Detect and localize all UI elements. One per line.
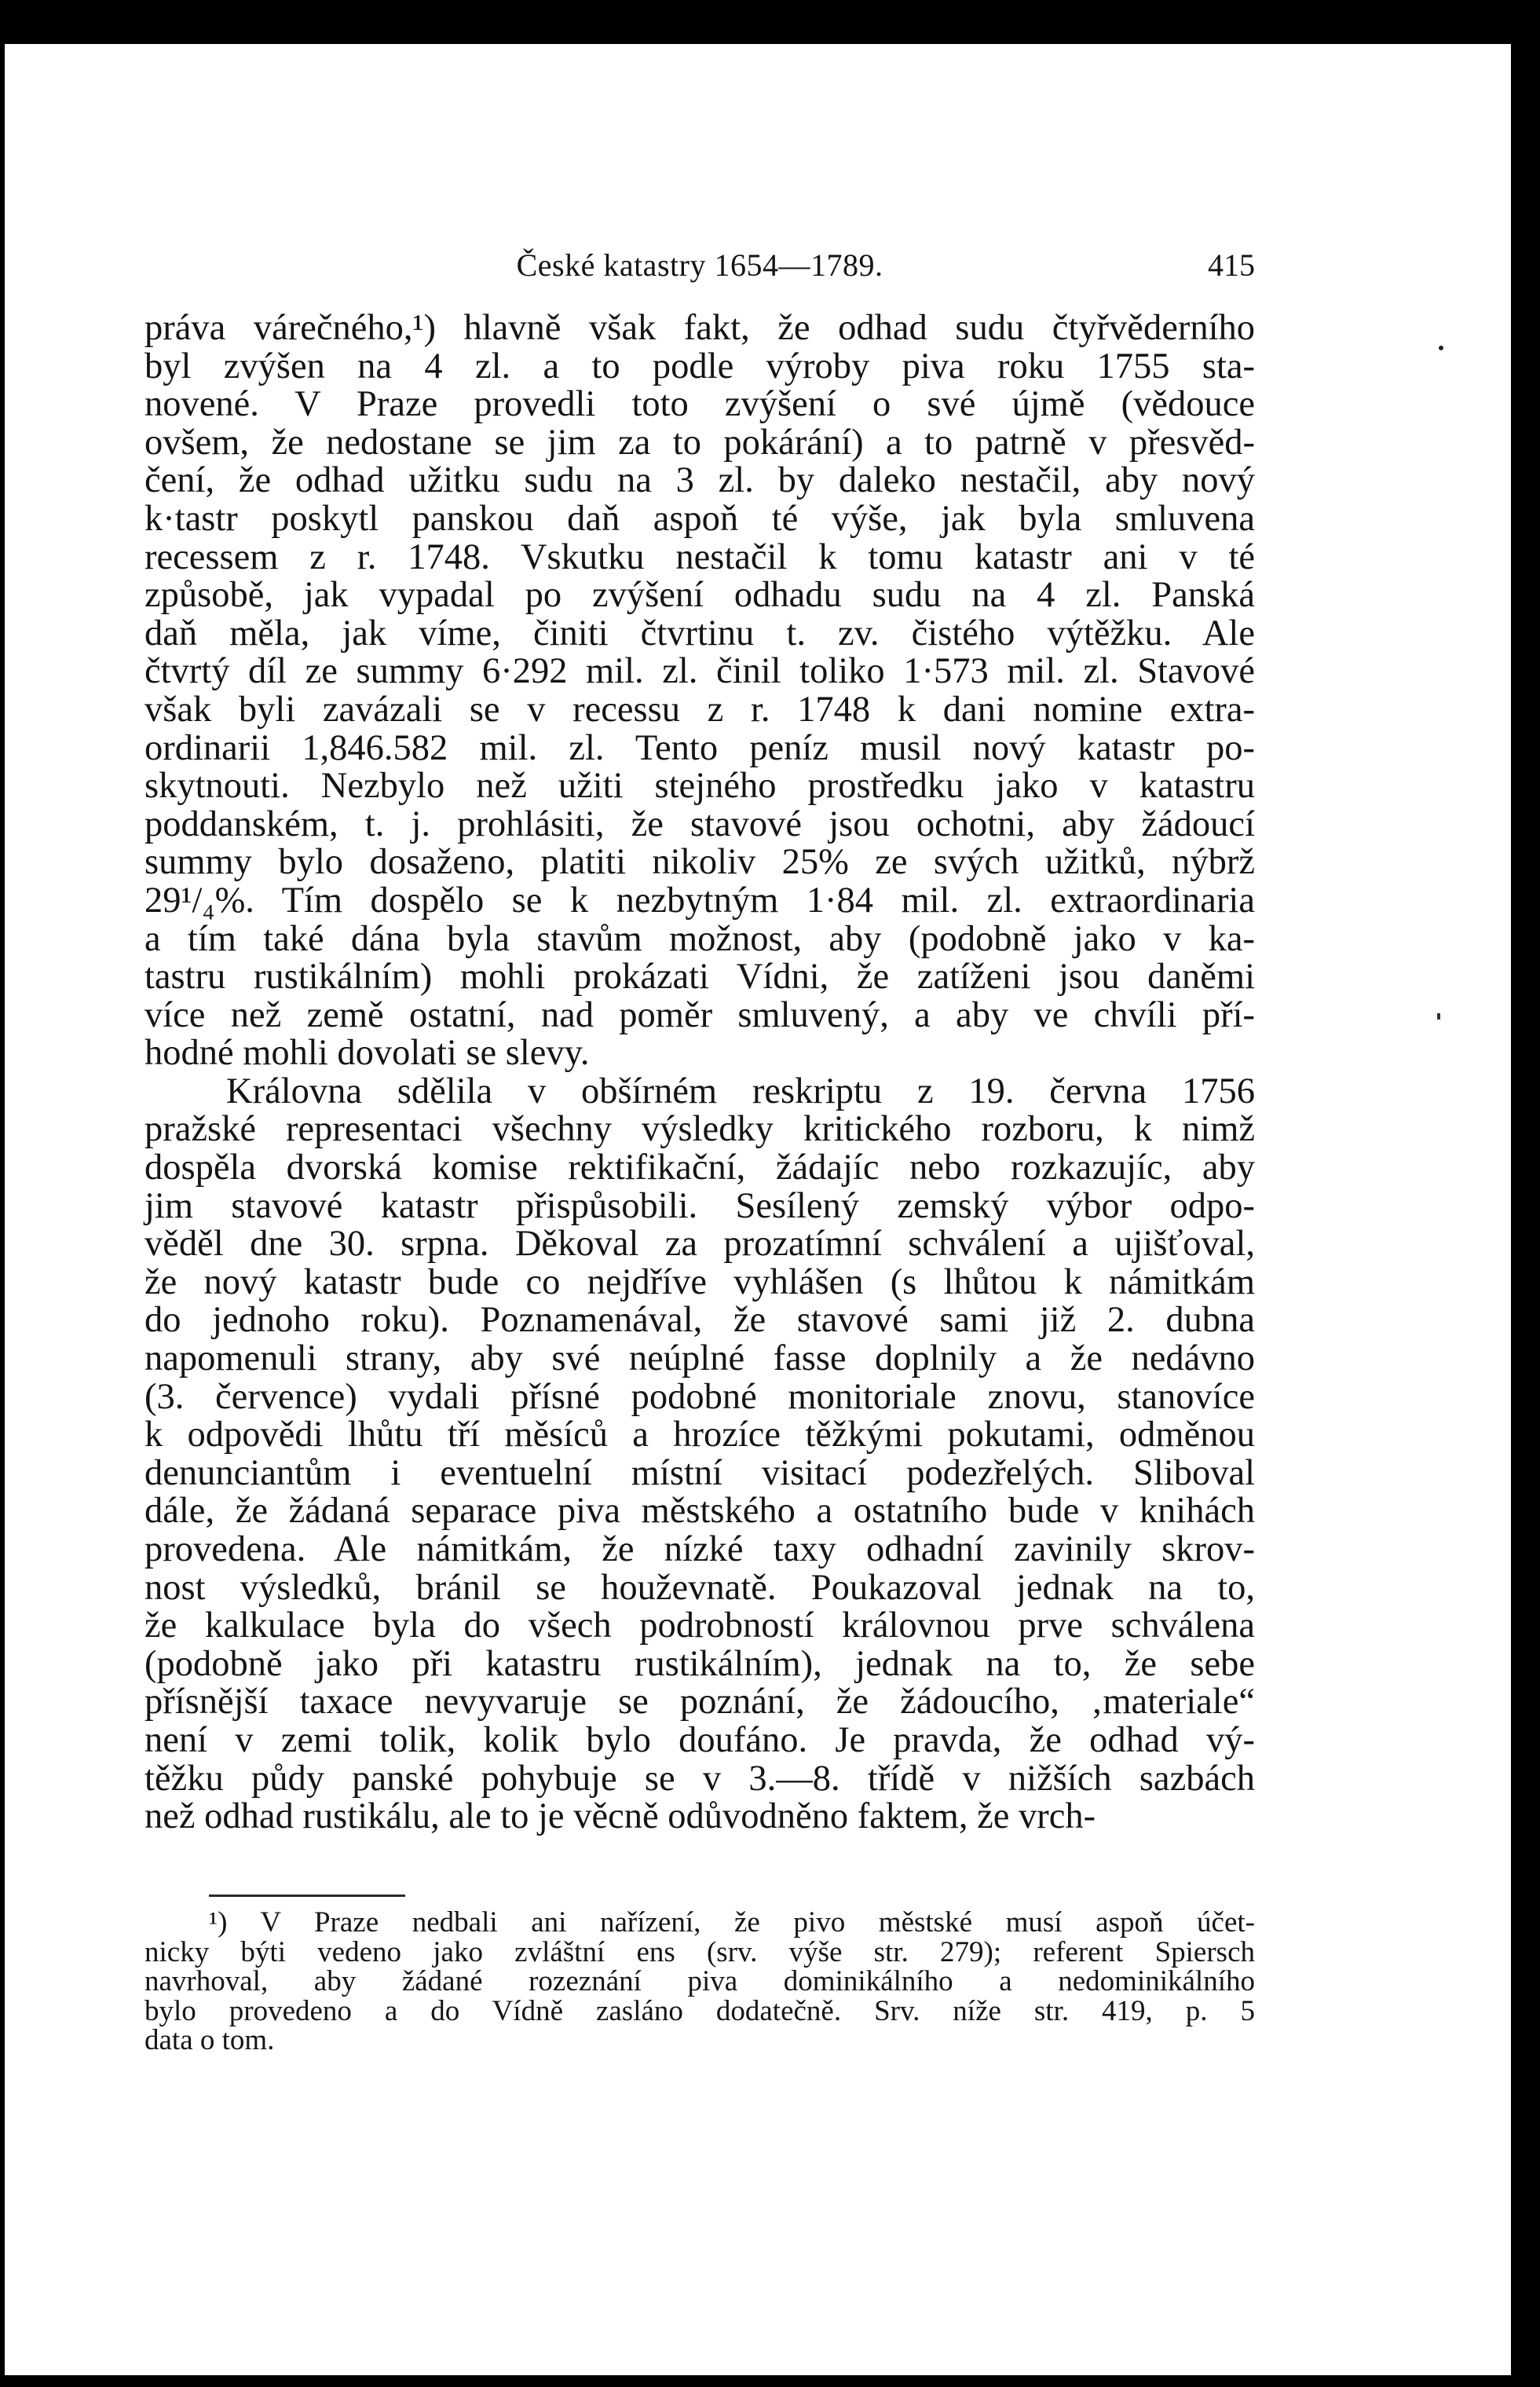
text-line: tastru rustikálním) mohli prokázati Vídni, že zatíženi jsou daněmi — [144, 957, 1255, 998]
paragraph — [144, 309, 1255, 1073]
text-line: summy bylo dosaženo, platiti nikoliv 25% ze svých užitků, nýbrž — [144, 842, 1255, 883]
running-title: České katastry 1654—1789. — [516, 247, 883, 283]
stray-ink-mark — [1437, 1013, 1440, 1020]
text-line: dále, že žádaná separace piva městského a ostatního bude v knihách — [144, 1491, 1255, 1532]
footnote-line: navrhoval, aby žádané rozeznání piva dominikálního a nedominikálního — [144, 1965, 1255, 1997]
text-line: není v zemi tolik, kolik bylo doufáno. Je pravda, že odhad vý- — [144, 1719, 1255, 1760]
text-line: napomenuli strany, aby své neúplné fasse doplnily a že nedávno — [144, 1338, 1255, 1379]
page-header — [144, 242, 1255, 289]
text-line: však byli zavázali se v recessu z r. 1748 k dani nomine extra- — [144, 689, 1255, 730]
text-line: k·tastr poskytl panskou daň aspoň té výše, jak byla smluvena — [144, 498, 1255, 539]
text-line: novené. V Praze provedli toto zvýšení o své újmě (vědouce — [144, 384, 1255, 425]
text-line: jim stavové katastr přispůsobili. Sesílený zemský výbor odpo- — [144, 1185, 1255, 1226]
footnote-divider — [209, 1895, 405, 1897]
footnote-line: ¹) V Praze nedbali ani nařízení, že pivo městské musí aspoň účet- — [209, 1906, 1255, 1939]
text-line: dospěla dvorská komise rektifikační, žádajíc nebo rozkazujíc, aby — [144, 1148, 1255, 1188]
page-number: 415 — [1208, 247, 1255, 283]
text-line: byl zvýšen na 4 zl. a to podle výroby piva roku 1755 sta- — [144, 346, 1255, 386]
body-text — [144, 309, 1255, 1836]
footnote-line: data o tom. — [144, 2024, 275, 2056]
text-line: (3. července) vydali přísné podobné monitoriale znovu, stanovíce — [144, 1376, 1255, 1417]
text-line: pražské representaci všechny výsledky kritického rozboru, k nimž — [144, 1109, 1255, 1150]
footnote-line: bylo provedeno a do Vídně zasláno dodatečně. Srv. níže str. 419, p. 5 — [144, 1994, 1255, 2027]
text-line: provedena. Ale námitkám, že nízké taxy odhadní zavinily skrov- — [144, 1529, 1255, 1569]
text-line: poddanském, t. j. prohlásiti, že stavové jsou ochotni, aby žádoucí — [144, 804, 1255, 844]
text-line: nost výsledků, bránil se houževnatě. Poukazoval jednak na to, — [144, 1567, 1255, 1608]
text-line: daň měla, jak víme, činiti čtvrtinu t. zv. čistého výtěžku. Ale — [144, 613, 1255, 653]
text-line: že kalkulace byla do všech podrobností královnou prve schválena — [144, 1605, 1255, 1646]
text-line: že nový katastr bude co nejdříve vyhlášen (s lhůtou k námitkám — [144, 1261, 1255, 1302]
text-line: skytnouti. Nezbylo než užiti stejného prostředku jako v katastru — [144, 766, 1255, 807]
text-line: ordinarii 1,846.582 mil. zl. Tento peníz musil nový katastr po- — [144, 727, 1255, 768]
text-line: (podobně jako při katastru rustikálním), jednak na to, že sebe — [144, 1643, 1255, 1684]
text-line: věděl dne 30. srpna. Děkoval za prozatímní schválení a ujišťoval, — [144, 1224, 1255, 1265]
text-line: a tím také dána byla stavům možnost, aby (podobně jako v ka- — [144, 918, 1255, 959]
text-line: více než země ostatní, nad poměr smluvený, a aby ve chvíli pří- — [144, 994, 1255, 1035]
text-line: recessem z r. 1748. Vskutku nestačil k tomu katastr ani v té — [144, 536, 1255, 577]
text-line: k odpovědi lhůtu tří měsíců a hrozíce těžkými pokutami, odměnou — [144, 1415, 1255, 1455]
text-line: než odhad rustikálu, ale to je věcně odůvodněno faktem, že vrch- — [144, 1796, 1096, 1837]
book-page — [5, 44, 1511, 2375]
footnote-line: nicky býti vedeno jako zvláštní ens (srv. výše str. 279); referent Spiersch — [144, 1935, 1255, 1968]
footnotes — [144, 1895, 1255, 2056]
text-line: čení, že odhad užitku sudu na 3 zl. by daleko nestačil, aby nový — [144, 460, 1255, 501]
stray-ink-mark — [1439, 346, 1443, 350]
text-line: hodné mohli dovolati se slevy. — [144, 1033, 590, 1074]
text-line: způsobě, jak vypadal po zvýšení odhadu sudu na 4 zl. Panská — [144, 575, 1255, 616]
text-line: čtvrtý díl ze summy 6·292 mil. zl. činil toliko 1·573 mil. zl. Stavové — [144, 651, 1255, 692]
text-line: ovšem, že nedostane se jim za to pokárání) a to patrně v přesvěd- — [144, 422, 1255, 463]
text-line: přísnější taxace nevyvaruje se poznání, že žádoucího, ‚materiale“ — [144, 1682, 1255, 1723]
text-line: do jednoho roku). Poznamenával, že stavové sami již 2. dubna — [144, 1300, 1255, 1341]
text-line: Královna sdělila v obšírném reskriptu z 19. června 1756 — [226, 1071, 1255, 1111]
paragraph — [144, 1073, 1255, 1836]
text-line: práva várečného,¹) hlavně však fakt, že odhad sudu čtyřvěderního — [144, 308, 1255, 348]
footnote-text — [144, 1908, 1255, 2056]
text-line: 29¹/₄%. Tím dospělo se k nezbytným 1·84 mil. zl. extraordinaria — [144, 880, 1255, 921]
text-line: denunciantům i eventuelní místní visitací podezřelých. Sliboval — [144, 1452, 1255, 1493]
text-line: těžku půdy panské pohybuje se v 3.—8. třídě v nižších sazbách — [144, 1758, 1255, 1799]
